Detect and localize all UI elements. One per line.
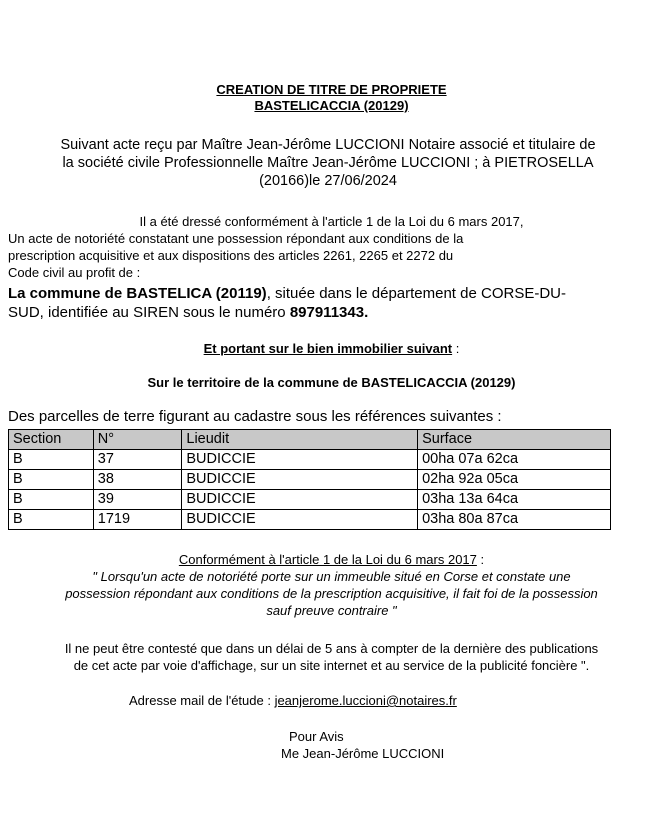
law-quote-line-3: sauf preuve contraire " [266,603,397,618]
cell-number: 39 [93,490,182,510]
intro-paragraph [8,136,648,190]
cell-surface: 02ha 92a 05ca [418,470,611,490]
law-quote-line-1: " Lorsqu'un acte de notoriété porte sur un immeuble situé en Corse et constate une [92,569,571,584]
contest-line-2: de cet acte par voie d'affichage, sur un site internet et au service de la publicité foncière ". [73,658,590,673]
cell-surface: 03ha 80a 87ca [418,510,611,530]
law-heading-text: Conformément à l'article 1 de la Loi du 6 mars 2017 [178,552,477,567]
email-link[interactable]: jeanjerome.luccioni@notaires.fr [274,693,457,708]
cell-number: 38 [93,470,182,490]
intro-line-2: la société civile Professionnelle Maître Jean-Jérôme LUCCIONI ; à PIETROSELLA [62,155,594,171]
intro-line-1: Suivant acte reçu par Maître Jean-Jérôme LUCCIONI Notaire associé et titulaire de [60,137,596,153]
beneficiary-line-2 [8,304,368,322]
territory-line: Sur le territoire de la commune de BASTELICACCIA (20129) [147,375,516,390]
table-row [9,510,611,530]
beneficiary-siren-label: SUD, identifiée au SIREN sous le numéro [8,304,290,321]
parcels-intro: Des parcelles de terre figurant au cadastre sous les références suivantes : [8,408,502,425]
beneficiary-name: La commune de BASTELICA (20119) [8,285,267,302]
beneficiary-location: , située dans le département de CORSE-DU- [266,285,566,302]
notice-subtitle: BASTELICACCIA (20129) [254,98,409,113]
cell-number: 37 [93,450,182,470]
beneficiary-siren: 897911343. [289,304,369,321]
cell-section: B [9,510,94,530]
cell-surface: 03ha 13a 64ca [418,490,611,510]
cell-lieudit: BUDICCIE [182,510,418,530]
table-row [9,450,611,470]
notice-title: CREATION DE TITRE DE PROPRIETE [216,82,447,97]
property-heading-colon: : [452,341,460,356]
cell-section: B [9,490,94,510]
contest-line-1: Il ne peut être contesté que dans un délai de 5 ans à compter de la dernière des publications [64,641,599,656]
cell-section: B [9,470,94,490]
cell-lieudit: BUDICCIE [182,450,418,470]
law-heading-colon: : [476,552,485,567]
law-heading [0,551,663,568]
cell-number: 1719 [93,510,182,530]
cell-section: B [9,450,94,470]
header-lieudit: Lieudit [182,430,418,450]
intro-line-3: (20166)le 27/06/2024 [259,173,397,189]
beneficiary-line-1 [8,285,566,303]
header-surface: Surface [418,430,611,450]
signature-name: Me Jean-Jérôme LUCCIONI [281,746,445,761]
email-label: Adresse mail de l'étude : [129,693,275,708]
law-quote-line-2: possession répondant aux conditions de la prescription acquisitive, il fait foi de la possession [65,586,598,601]
property-heading-text: Et portant sur le bien immobilier suivant [203,341,453,356]
table-row [9,470,611,490]
cell-lieudit: BUDICCIE [182,490,418,510]
cell-surface: 00ha 07a 62ca [418,450,611,470]
header-number: N° [93,430,182,450]
act-line-4: Code civil au profit de : [8,265,141,280]
signature-pour-avis: Pour Avis [289,729,344,744]
act-line-3: prescription acquisitive et aux dispositions des articles 2261, 2265 et 2272 du [8,248,454,263]
parcels-table [8,429,611,530]
cell-lieudit: BUDICCIE [182,470,418,490]
email-line [129,692,457,709]
act-line-2: Un acte de notoriété constatant une possession répondant aux conditions de la [8,231,464,246]
act-line-1: Il a été dressé conformément à l'article 1 de la Loi du 6 mars 2017, [139,214,524,229]
header-section: Section [9,430,94,450]
property-heading [0,340,663,357]
table-row [9,490,611,510]
table-header-row [9,430,611,450]
